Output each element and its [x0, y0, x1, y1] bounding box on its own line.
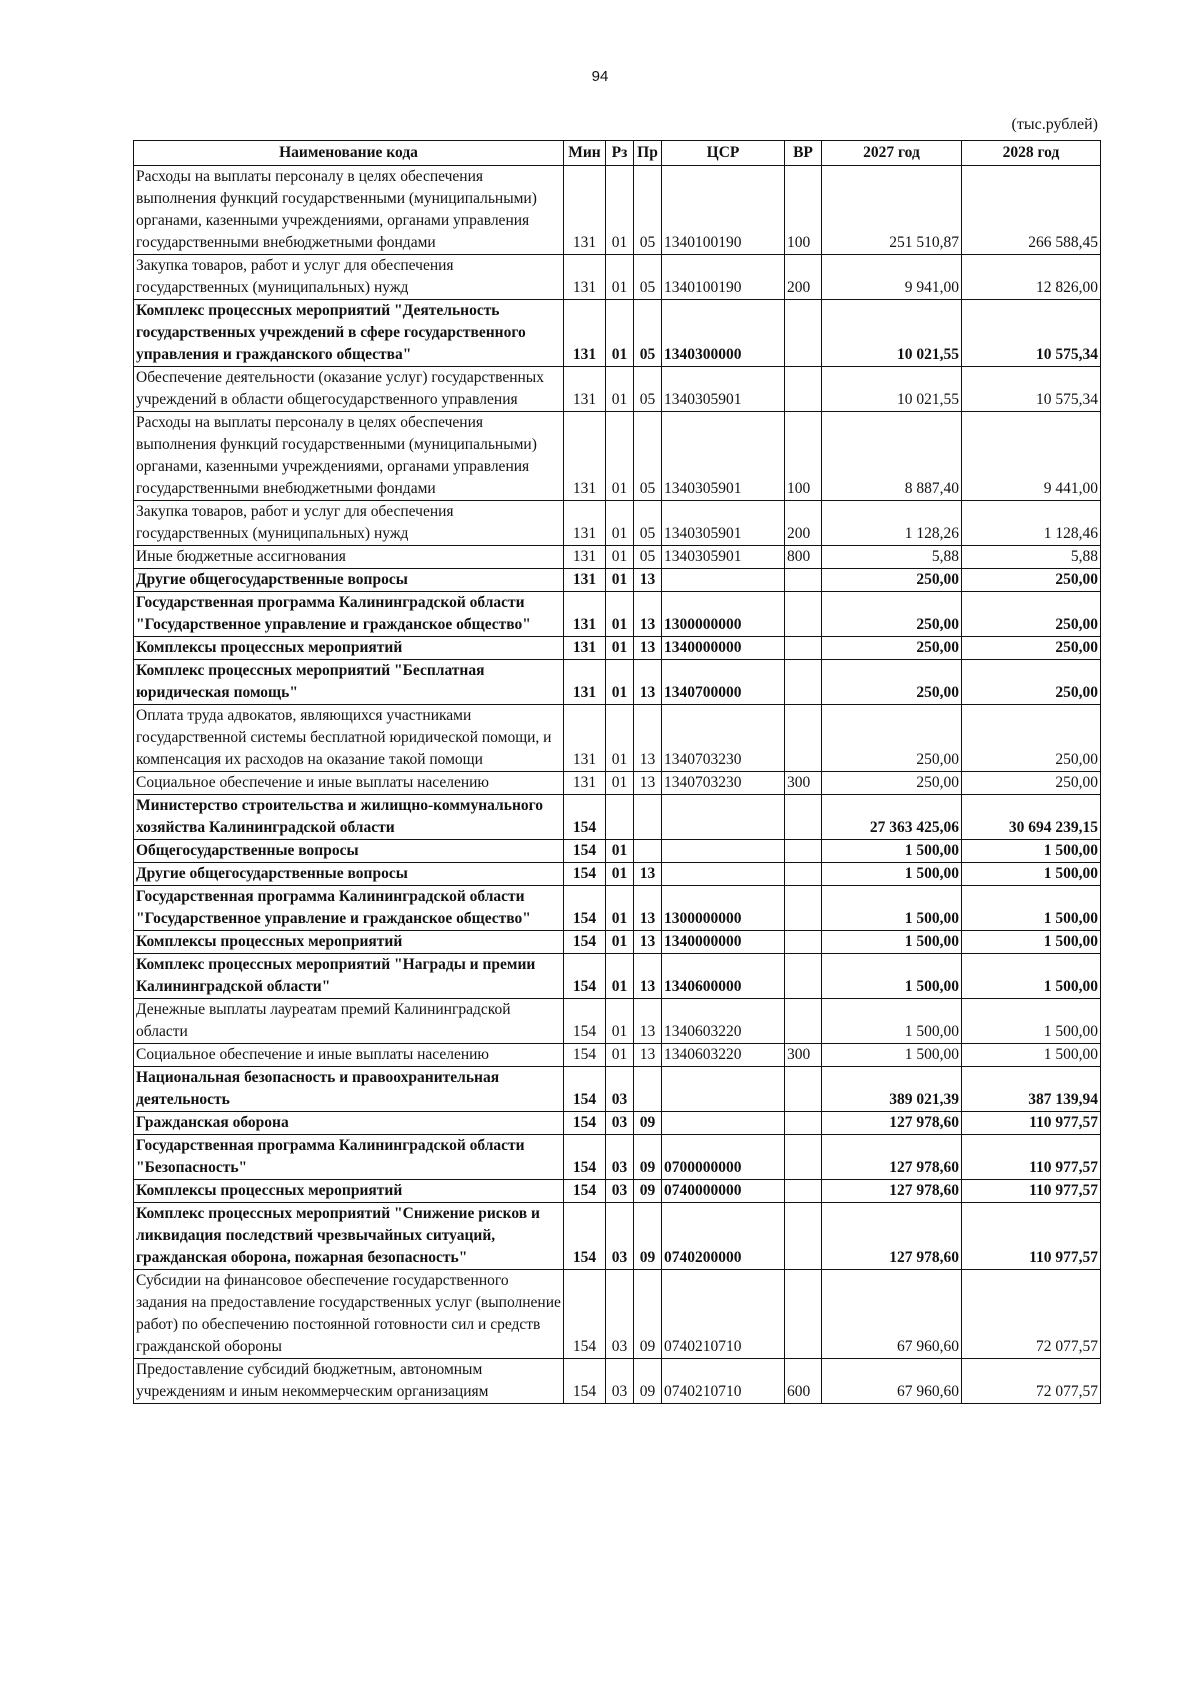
row-min: 131 [564, 546, 606, 569]
row-name: Предоставление субсидий бюджетным, автономным учреждениям и иным некоммерческим организациям [134, 1359, 564, 1404]
row-vr [785, 367, 822, 412]
row-pr: 05 [634, 255, 662, 300]
row-csr: 1340000000 [662, 931, 785, 954]
row-rz: 01 [606, 367, 634, 412]
row-vr [785, 999, 822, 1044]
row-amount-2027: 250,00 [822, 772, 962, 795]
row-amount-2027: 10 021,55 [822, 300, 962, 367]
row-amount-2028: 1 500,00 [962, 886, 1101, 931]
row-amount-2027: 9 941,00 [822, 255, 962, 300]
row-rz: 01 [606, 501, 634, 546]
row-name: Другие общегосударственные вопросы [134, 569, 564, 592]
row-csr: 1340100190 [662, 255, 785, 300]
header-vr: ВР [785, 141, 822, 166]
row-min: 154 [564, 795, 606, 840]
row-pr [634, 795, 662, 840]
row-amount-2028: 10 575,34 [962, 300, 1101, 367]
row-min: 131 [564, 569, 606, 592]
header-min: Мин [564, 141, 606, 166]
row-vr [785, 795, 822, 840]
row-rz: 01 [606, 999, 634, 1044]
row-pr: 13 [634, 592, 662, 637]
table-row [134, 1067, 1101, 1112]
row-rz: 01 [606, 705, 634, 772]
header-2028: 2028 год [962, 141, 1101, 166]
row-csr: 1340703230 [662, 772, 785, 795]
table-row [134, 1112, 1101, 1135]
row-pr: 13 [634, 705, 662, 772]
row-name: Комплекс процессных мероприятий "Снижение рисков и ликвидация последствий чрезвычайных ситуаций, гражданская оборона, пожарная безопасность" [134, 1203, 564, 1270]
row-rz: 01 [606, 255, 634, 300]
row-rz: 01 [606, 166, 634, 255]
row-rz: 01 [606, 886, 634, 931]
row-min: 154 [564, 1112, 606, 1135]
units-label: (тыс.рублей) [1011, 116, 1098, 133]
row-amount-2028: 1 500,00 [962, 999, 1101, 1044]
row-name: Обеспечение деятельности (оказание услуг) государственных учреждений в области общегосударственного управления [134, 367, 564, 412]
row-min: 154 [564, 1359, 606, 1404]
row-csr: 1340600000 [662, 954, 785, 999]
page-number: 94 [591, 68, 609, 85]
row-csr: 0740200000 [662, 1203, 785, 1270]
row-min: 154 [564, 1044, 606, 1067]
table-row [134, 501, 1101, 546]
row-pr: 13 [634, 886, 662, 931]
row-vr [785, 1270, 822, 1359]
row-name: Государственная программа Калининградской области "Государственное управление и гражданское общество" [134, 886, 564, 931]
row-rz [606, 795, 634, 840]
row-name: Комплексы процессных мероприятий [134, 637, 564, 660]
row-amount-2028: 72 077,57 [962, 1359, 1101, 1404]
table-row [134, 166, 1101, 255]
header-2027: 2027 год [822, 141, 962, 166]
row-vr [785, 1067, 822, 1112]
row-vr: 200 [785, 501, 822, 546]
row-min: 154 [564, 1270, 606, 1359]
table-row [134, 705, 1101, 772]
header-name: Наименование кода [134, 141, 564, 166]
row-csr [662, 569, 785, 592]
row-pr: 09 [634, 1359, 662, 1404]
row-min: 154 [564, 999, 606, 1044]
row-name: Социальное обеспечение и иные выплаты населению [134, 1044, 564, 1067]
row-pr: 13 [634, 637, 662, 660]
table-row [134, 255, 1101, 300]
row-csr [662, 1067, 785, 1112]
row-amount-2028: 5,88 [962, 546, 1101, 569]
row-pr: 13 [634, 772, 662, 795]
row-name: Иные бюджетные ассигнования [134, 546, 564, 569]
row-amount-2028: 30 694 239,15 [962, 795, 1101, 840]
row-amount-2027: 10 021,55 [822, 367, 962, 412]
row-pr: 13 [634, 569, 662, 592]
row-min: 154 [564, 1067, 606, 1112]
row-amount-2027: 127 978,60 [822, 1135, 962, 1180]
row-amount-2028: 250,00 [962, 637, 1101, 660]
row-name: Государственная программа Калининградской области "Безопасность" [134, 1135, 564, 1180]
row-name: Министерство строительства и жилищно-коммунального хозяйства Калининградской области [134, 795, 564, 840]
row-name: Гражданская оборона [134, 1112, 564, 1135]
row-amount-2028: 250,00 [962, 772, 1101, 795]
row-csr: 1340703230 [662, 705, 785, 772]
row-amount-2028: 1 500,00 [962, 840, 1101, 863]
row-vr: 100 [785, 412, 822, 501]
row-name: Другие общегосударственные вопросы [134, 863, 564, 886]
table-row [134, 592, 1101, 637]
row-amount-2027: 127 978,60 [822, 1112, 962, 1135]
row-vr: 300 [785, 1044, 822, 1067]
row-vr [785, 637, 822, 660]
row-name: Расходы на выплаты персоналу в целях обеспечения выполнения функций государственными (муниципальными) органами, казенными учреждениями, органами управления государственными внебюджетными фондами [134, 166, 564, 255]
row-amount-2028: 110 977,57 [962, 1180, 1101, 1203]
row-csr: 0740210710 [662, 1270, 785, 1359]
row-amount-2027: 251 510,87 [822, 166, 962, 255]
table-row [134, 546, 1101, 569]
row-name: Расходы на выплаты персоналу в целях обеспечения выполнения функций государственными (муниципальными) органами, казенными учреждениями, органами управления государственными внебюджетными фондами [134, 412, 564, 501]
budget-table [133, 140, 1101, 1404]
row-min: 154 [564, 840, 606, 863]
row-min: 154 [564, 1203, 606, 1270]
row-csr [662, 795, 785, 840]
row-csr: 0700000000 [662, 1135, 785, 1180]
table-row [134, 300, 1101, 367]
row-rz: 03 [606, 1180, 634, 1203]
row-vr [785, 840, 822, 863]
row-min: 131 [564, 772, 606, 795]
row-name: Комплекс процессных мероприятий "Бесплатная юридическая помощь" [134, 660, 564, 705]
row-rz: 01 [606, 954, 634, 999]
row-amount-2027: 127 978,60 [822, 1203, 962, 1270]
row-amount-2028: 110 977,57 [962, 1135, 1101, 1180]
row-amount-2028: 266 588,45 [962, 166, 1101, 255]
row-pr: 13 [634, 931, 662, 954]
header-pr: Пр [634, 141, 662, 166]
row-name: Субсидии на финансовое обеспечение государственного задания на предоставление государственных услуг (выполнение работ) по обеспечению постоянной готовности сил и средств гражданской обороны [134, 1270, 564, 1359]
row-amount-2027: 1 128,26 [822, 501, 962, 546]
row-min: 154 [564, 1135, 606, 1180]
row-rz: 01 [606, 592, 634, 637]
row-pr: 09 [634, 1180, 662, 1203]
row-rz: 03 [606, 1359, 634, 1404]
table-row [134, 840, 1101, 863]
table-row [134, 1203, 1101, 1270]
row-csr: 1340300000 [662, 300, 785, 367]
row-min: 131 [564, 255, 606, 300]
row-vr: 800 [785, 546, 822, 569]
row-rz: 01 [606, 300, 634, 367]
row-csr: 1300000000 [662, 886, 785, 931]
row-vr [785, 1203, 822, 1270]
row-pr: 05 [634, 367, 662, 412]
row-amount-2028: 10 575,34 [962, 367, 1101, 412]
row-name: Денежные выплаты лауреатам премий Калининградской области [134, 999, 564, 1044]
row-min: 131 [564, 367, 606, 412]
row-amount-2027: 389 021,39 [822, 1067, 962, 1112]
row-rz: 01 [606, 772, 634, 795]
table-row [134, 1270, 1101, 1359]
row-rz: 03 [606, 1112, 634, 1135]
row-vr [785, 660, 822, 705]
row-min: 154 [564, 1180, 606, 1203]
row-rz: 01 [606, 660, 634, 705]
row-amount-2028: 110 977,57 [962, 1112, 1101, 1135]
row-amount-2027: 8 887,40 [822, 412, 962, 501]
row-vr [785, 1180, 822, 1203]
row-rz: 03 [606, 1067, 634, 1112]
header-row [134, 141, 1101, 166]
row-csr: 1300000000 [662, 592, 785, 637]
row-amount-2028: 250,00 [962, 569, 1101, 592]
row-name: Комплексы процессных мероприятий [134, 931, 564, 954]
row-amount-2027: 250,00 [822, 705, 962, 772]
table-row [134, 1044, 1101, 1067]
row-csr: 1340305901 [662, 501, 785, 546]
row-vr [785, 931, 822, 954]
row-vr [785, 863, 822, 886]
row-min: 131 [564, 637, 606, 660]
row-name: Общегосударственные вопросы [134, 840, 564, 863]
table-row [134, 931, 1101, 954]
row-min: 131 [564, 300, 606, 367]
row-amount-2027: 250,00 [822, 569, 962, 592]
row-amount-2027: 250,00 [822, 637, 962, 660]
table-row [134, 772, 1101, 795]
row-rz: 01 [606, 637, 634, 660]
row-rz: 01 [606, 569, 634, 592]
row-amount-2027: 1 500,00 [822, 886, 962, 931]
row-amount-2027: 1 500,00 [822, 999, 962, 1044]
row-pr: 13 [634, 1044, 662, 1067]
row-pr: 05 [634, 300, 662, 367]
row-csr: 1340305901 [662, 412, 785, 501]
row-rz: 01 [606, 840, 634, 863]
row-amount-2027: 27 363 425,06 [822, 795, 962, 840]
table-row [134, 1135, 1101, 1180]
row-amount-2027: 1 500,00 [822, 863, 962, 886]
row-csr: 1340100190 [662, 166, 785, 255]
row-amount-2027: 5,88 [822, 546, 962, 569]
table-row [134, 367, 1101, 412]
row-min: 131 [564, 501, 606, 546]
table-row [134, 1359, 1101, 1404]
row-csr: 1340305901 [662, 367, 785, 412]
row-amount-2028: 110 977,57 [962, 1203, 1101, 1270]
row-rz: 01 [606, 931, 634, 954]
row-min: 154 [564, 931, 606, 954]
header-rz: Рз [606, 141, 634, 166]
row-amount-2027: 1 500,00 [822, 931, 962, 954]
row-vr: 100 [785, 166, 822, 255]
row-amount-2028: 1 500,00 [962, 863, 1101, 886]
row-pr: 13 [634, 660, 662, 705]
row-csr: 1340700000 [662, 660, 785, 705]
row-pr: 09 [634, 1135, 662, 1180]
row-vr [785, 569, 822, 592]
row-pr: 05 [634, 412, 662, 501]
row-vr: 300 [785, 772, 822, 795]
row-name: Закупка товаров, работ и услуг для обеспечения государственных (муниципальных) нужд [134, 501, 564, 546]
row-amount-2028: 1 500,00 [962, 1044, 1101, 1067]
row-vr [785, 886, 822, 931]
row-csr: 1340305901 [662, 546, 785, 569]
row-amount-2028: 1 500,00 [962, 931, 1101, 954]
row-min: 131 [564, 705, 606, 772]
row-name: Национальная безопасность и правоохранительная деятельность [134, 1067, 564, 1112]
row-name: Комплексы процессных мероприятий [134, 1180, 564, 1203]
row-amount-2028: 250,00 [962, 660, 1101, 705]
table-body [134, 166, 1101, 1404]
row-csr: 0740210710 [662, 1359, 785, 1404]
row-pr: 05 [634, 166, 662, 255]
table-row [134, 886, 1101, 931]
row-rz: 03 [606, 1270, 634, 1359]
row-vr: 600 [785, 1359, 822, 1404]
row-name: Комплекс процессных мероприятий "Награды и премии Калининградской области" [134, 954, 564, 999]
row-pr: 13 [634, 999, 662, 1044]
row-name: Комплекс процессных мероприятий "Деятельность государственных учреждений в сфере государственного управления и гражданского общества" [134, 300, 564, 367]
row-rz: 03 [606, 1135, 634, 1180]
row-name: Закупка товаров, работ и услуг для обеспечения государственных (муниципальных) нужд [134, 255, 564, 300]
row-pr: 05 [634, 501, 662, 546]
row-vr [785, 1112, 822, 1135]
row-csr [662, 863, 785, 886]
row-name: Оплата труда адвокатов, являющихся участниками государственной системы бесплатной юридической помощи, и компенсация их расходов на оказание такой помощи [134, 705, 564, 772]
row-min: 154 [564, 954, 606, 999]
row-rz: 01 [606, 1044, 634, 1067]
row-amount-2028: 9 441,00 [962, 412, 1101, 501]
row-vr [785, 705, 822, 772]
row-amount-2027: 250,00 [822, 592, 962, 637]
table-row [134, 999, 1101, 1044]
row-pr: 09 [634, 1270, 662, 1359]
row-name: Государственная программа Калининградской области "Государственное управление и гражданское общество" [134, 592, 564, 637]
row-pr [634, 1067, 662, 1112]
row-vr [785, 300, 822, 367]
row-pr: 09 [634, 1112, 662, 1135]
row-csr: 1340603220 [662, 999, 785, 1044]
row-csr [662, 1112, 785, 1135]
table-row [134, 660, 1101, 705]
table-row [134, 795, 1101, 840]
row-csr [662, 840, 785, 863]
row-amount-2028: 250,00 [962, 592, 1101, 637]
table-row [134, 412, 1101, 501]
row-min: 131 [564, 660, 606, 705]
row-min: 131 [564, 592, 606, 637]
row-amount-2028: 1 500,00 [962, 954, 1101, 999]
row-amount-2028: 1 128,46 [962, 501, 1101, 546]
row-pr: 13 [634, 863, 662, 886]
row-pr [634, 840, 662, 863]
row-min: 131 [564, 412, 606, 501]
table-row [134, 954, 1101, 999]
row-pr: 13 [634, 954, 662, 999]
table-row [134, 1180, 1101, 1203]
row-amount-2027: 67 960,60 [822, 1359, 962, 1404]
row-pr: 05 [634, 546, 662, 569]
row-amount-2027: 1 500,00 [822, 954, 962, 999]
row-rz: 01 [606, 546, 634, 569]
table-row [134, 569, 1101, 592]
row-vr [785, 954, 822, 999]
row-rz: 01 [606, 412, 634, 501]
row-amount-2028: 387 139,94 [962, 1067, 1101, 1112]
row-min: 154 [564, 863, 606, 886]
header-csr: ЦСР [662, 141, 785, 166]
row-vr [785, 1135, 822, 1180]
row-csr: 1340000000 [662, 637, 785, 660]
row-rz: 01 [606, 863, 634, 886]
row-amount-2027: 67 960,60 [822, 1270, 962, 1359]
row-amount-2027: 127 978,60 [822, 1180, 962, 1203]
row-amount-2028: 250,00 [962, 705, 1101, 772]
row-amount-2028: 12 826,00 [962, 255, 1101, 300]
row-amount-2027: 1 500,00 [822, 1044, 962, 1067]
row-vr [785, 592, 822, 637]
row-pr: 09 [634, 1203, 662, 1270]
row-vr: 200 [785, 255, 822, 300]
row-min: 154 [564, 886, 606, 931]
row-rz: 03 [606, 1203, 634, 1270]
row-csr: 1340603220 [662, 1044, 785, 1067]
table-row [134, 637, 1101, 660]
row-amount-2027: 1 500,00 [822, 840, 962, 863]
row-name: Социальное обеспечение и иные выплаты населению [134, 772, 564, 795]
row-amount-2028: 72 077,57 [962, 1270, 1101, 1359]
row-amount-2027: 250,00 [822, 660, 962, 705]
table-row [134, 863, 1101, 886]
row-csr: 0740000000 [662, 1180, 785, 1203]
row-min: 131 [564, 166, 606, 255]
